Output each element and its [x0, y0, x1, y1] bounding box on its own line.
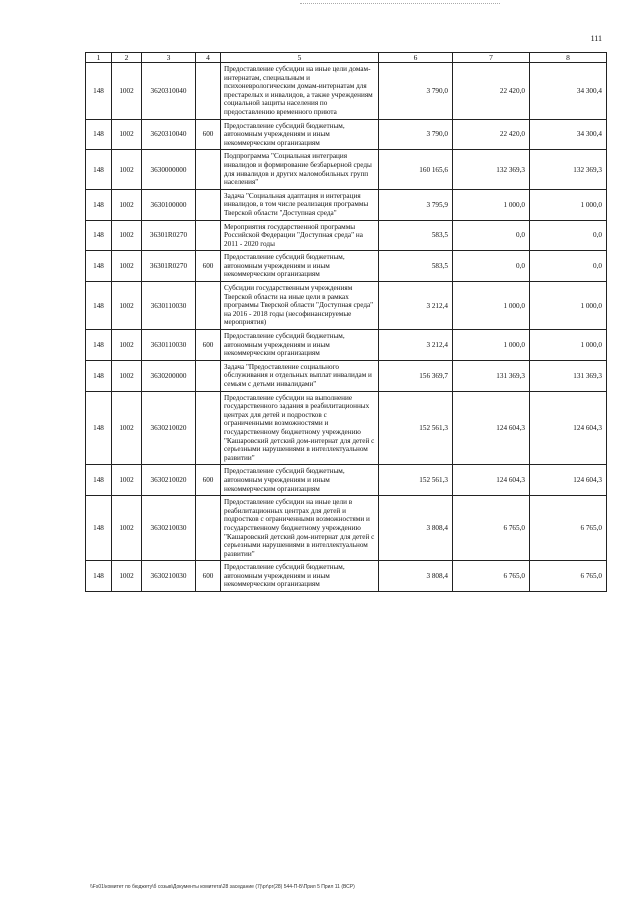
amount-cell: 3 790,0 — [379, 119, 453, 150]
table-body — [86, 63, 607, 592]
table-row — [86, 282, 607, 330]
target-article-cell: 3630110030 — [142, 330, 196, 361]
expense-type-cell — [196, 63, 221, 120]
code-cell: 148 — [86, 330, 112, 361]
scan-artifact — [300, 3, 500, 5]
description-cell: Предоставление субсидий бюджетным, автономным учреждениям и иным некоммерческим организациям — [221, 119, 379, 150]
amount-cell: 1 000,0 — [453, 330, 530, 361]
section-cell: 1002 — [112, 189, 142, 220]
amount-cell: 3 795,9 — [379, 189, 453, 220]
description-cell: Предоставление субсидий бюджетным, автономным учреждениям и иным некоммерческим организациям — [221, 465, 379, 496]
code-cell: 148 — [86, 220, 112, 251]
table-row — [86, 496, 607, 561]
code-cell: 148 — [86, 360, 112, 391]
amount-cell: 0,0 — [453, 251, 530, 282]
section-cell: 1002 — [112, 496, 142, 561]
expense-type-cell: 600 — [196, 465, 221, 496]
column-header: 5 — [221, 53, 379, 63]
amount-cell: 1 000,0 — [530, 189, 607, 220]
amount-cell: 132 369,3 — [530, 150, 607, 189]
page-number: 111 — [590, 34, 602, 43]
target-article-cell: 3630200000 — [142, 360, 196, 391]
amount-cell: 0,0 — [530, 220, 607, 251]
amount-cell: 1 000,0 — [530, 330, 607, 361]
column-header: 1 — [86, 53, 112, 63]
amount-cell: 583,5 — [379, 251, 453, 282]
code-cell: 148 — [86, 496, 112, 561]
section-cell: 1002 — [112, 391, 142, 465]
code-cell: 148 — [86, 282, 112, 330]
amount-cell: 34 300,4 — [530, 119, 607, 150]
amount-cell: 1 000,0 — [530, 282, 607, 330]
target-article-cell: 3630100000 — [142, 189, 196, 220]
expense-type-cell — [196, 360, 221, 391]
target-article-cell: 3620310040 — [142, 119, 196, 150]
amount-cell: 0,0 — [530, 251, 607, 282]
column-header: 8 — [530, 53, 607, 63]
code-cell: 148 — [86, 251, 112, 282]
expense-type-cell — [196, 391, 221, 465]
target-article-cell: 3620310040 — [142, 63, 196, 120]
column-header: 7 — [453, 53, 530, 63]
table-row — [86, 391, 607, 465]
column-header: 4 — [196, 53, 221, 63]
section-cell: 1002 — [112, 561, 142, 592]
expense-type-cell: 600 — [196, 119, 221, 150]
table-row — [86, 465, 607, 496]
table-row — [86, 189, 607, 220]
section-cell: 1002 — [112, 282, 142, 330]
amount-cell: 124 604,3 — [453, 465, 530, 496]
description-cell: Предоставление субсидии на выполнение государственного задания в реабилитационных центрах для детей и подростков с ограниченными возможностями и государственному бюджетному учреждению "Кашаровский детский дом-интернат для детей с серьезными нарушениями в интеллектуальном развитии" — [221, 391, 379, 465]
section-cell: 1002 — [112, 220, 142, 251]
code-cell: 148 — [86, 189, 112, 220]
target-article-cell: 3630210030 — [142, 561, 196, 592]
amount-cell: 3 808,4 — [379, 496, 453, 561]
code-cell: 148 — [86, 150, 112, 189]
description-cell: Предоставление субсидий бюджетным, автономным учреждениям и иным некоммерческим организациям — [221, 251, 379, 282]
section-cell: 1002 — [112, 63, 142, 120]
column-header: 2 — [112, 53, 142, 63]
amount-cell: 1 000,0 — [453, 282, 530, 330]
amount-cell: 583,5 — [379, 220, 453, 251]
amount-cell: 3 212,4 — [379, 330, 453, 361]
amount-cell: 1 000,0 — [453, 189, 530, 220]
amount-cell: 6 765,0 — [453, 496, 530, 561]
code-cell: 148 — [86, 465, 112, 496]
amount-cell: 124 604,3 — [530, 465, 607, 496]
code-cell: 148 — [86, 561, 112, 592]
table-row — [86, 561, 607, 592]
amount-cell: 131 369,3 — [530, 360, 607, 391]
amount-cell: 152 561,3 — [379, 465, 453, 496]
amount-cell: 3 790,0 — [379, 63, 453, 120]
section-cell: 1002 — [112, 330, 142, 361]
amount-cell: 3 808,4 — [379, 561, 453, 592]
amount-cell: 22 420,0 — [453, 119, 530, 150]
amount-cell: 156 369,7 — [379, 360, 453, 391]
amount-cell: 0,0 — [453, 220, 530, 251]
description-cell: Задача "Социальная адаптация и интеграция инвалидов, в том числе реализация программы Тверской области "Доступная среда" — [221, 189, 379, 220]
table-row — [86, 63, 607, 120]
section-cell: 1002 — [112, 360, 142, 391]
expense-type-cell — [196, 150, 221, 189]
target-article-cell: 3630210020 — [142, 465, 196, 496]
table-row — [86, 330, 607, 361]
target-article-cell: 36301R0270 — [142, 251, 196, 282]
section-cell: 1002 — [112, 251, 142, 282]
amount-cell: 6 765,0 — [530, 496, 607, 561]
description-cell: Предоставление субсидии на иные цели в реабилитационных центрах для детей и подростков с ограниченными возможностями и государственному бюджетному учреждению "Кашаровский детский дом-интернат для детей с серьезными нарушениями в интеллектуальном развитии" — [221, 496, 379, 561]
code-cell: 148 — [86, 391, 112, 465]
target-article-cell: 3630000000 — [142, 150, 196, 189]
amount-cell: 124 604,3 — [530, 391, 607, 465]
description-cell: Предоставление субсидии на иные цели домам-интернатам, специальным и психоневрологическим домам-интернатам для престарелых и инвалидов, а также учреждениям социальной защиты населения по предоставлению временного приюта — [221, 63, 379, 120]
target-article-cell: 3630110030 — [142, 282, 196, 330]
description-cell: Задача "Предоставление социального обслуживания и отдельных выплат инвалидам и семьям с детьми инвалидами" — [221, 360, 379, 391]
description-cell: Предоставление субсидий бюджетным, автономным учреждениям и иным некоммерческим организациям — [221, 561, 379, 592]
target-article-cell: 3630210030 — [142, 496, 196, 561]
section-cell: 1002 — [112, 150, 142, 189]
table-row — [86, 150, 607, 189]
code-cell: 148 — [86, 119, 112, 150]
table-header-row — [86, 53, 607, 63]
file-path-footer: \\Fs01\комитет по бюджету\б созыв\Документы комитета\28 заседание (7)\рг\рг(28) 544-П-Б\Прил 5 Прил 11 (ВСР) — [90, 884, 355, 890]
column-header: 3 — [142, 53, 196, 63]
amount-cell: 3 212,4 — [379, 282, 453, 330]
description-cell: Субсидии государственным учреждениям Тверской области на иные цели в рамках программы Тверской области "Доступная среда" на 2016 - 2018 годы (несофинансируемые мероприятия) — [221, 282, 379, 330]
table-row — [86, 251, 607, 282]
expense-type-cell — [196, 189, 221, 220]
target-article-cell: 36301R0270 — [142, 220, 196, 251]
table-row — [86, 360, 607, 391]
amount-cell: 131 369,3 — [453, 360, 530, 391]
amount-cell: 124 604,3 — [453, 391, 530, 465]
column-header: 6 — [379, 53, 453, 63]
budget-table — [85, 52, 607, 592]
expense-type-cell: 600 — [196, 561, 221, 592]
expense-type-cell — [196, 496, 221, 561]
description-cell: Мероприятия государственной программы Российской Федерации "Доступная среда" на 2011 - 2020 годы — [221, 220, 379, 251]
section-cell: 1002 — [112, 465, 142, 496]
amount-cell: 34 300,4 — [530, 63, 607, 120]
expense-type-cell — [196, 220, 221, 251]
target-article-cell: 3630210020 — [142, 391, 196, 465]
description-cell: Предоставление субсидий бюджетным, автономным учреждениям и иным некоммерческим организациям — [221, 330, 379, 361]
amount-cell: 6 765,0 — [530, 561, 607, 592]
section-cell: 1002 — [112, 119, 142, 150]
description-cell: Подпрограмма "Социальная интеграция инвалидов и формирование безбарьерной среды для инвалидов и других маломобильных групп населения" — [221, 150, 379, 189]
code-cell: 148 — [86, 63, 112, 120]
expense-type-cell: 600 — [196, 251, 221, 282]
amount-cell: 160 165,6 — [379, 150, 453, 189]
table-row — [86, 220, 607, 251]
amount-cell: 132 369,3 — [453, 150, 530, 189]
expense-type-cell: 600 — [196, 330, 221, 361]
amount-cell: 22 420,0 — [453, 63, 530, 120]
expense-type-cell — [196, 282, 221, 330]
table-row — [86, 119, 607, 150]
amount-cell: 6 765,0 — [453, 561, 530, 592]
amount-cell: 152 561,3 — [379, 391, 453, 465]
